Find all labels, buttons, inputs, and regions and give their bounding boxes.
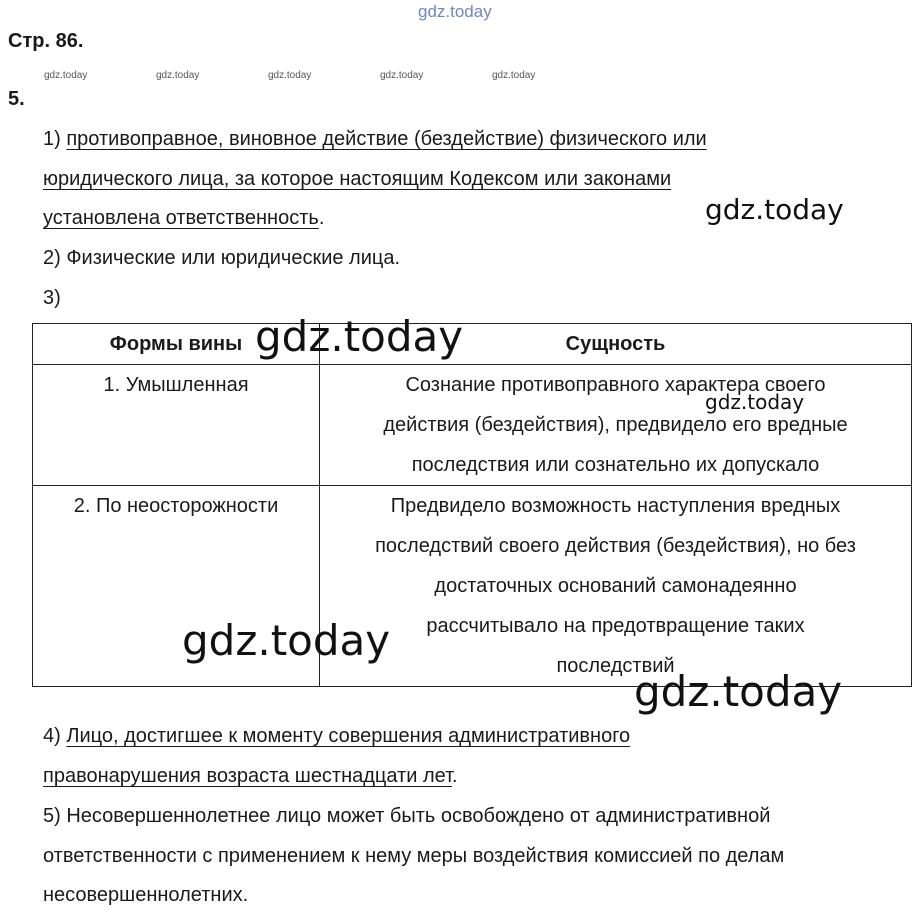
table-cell-form: 1. Умышленная — [33, 365, 320, 486]
watermark-top: gdz.today — [418, 2, 492, 21]
watermark-large: gdz.today — [255, 312, 464, 361]
watermark-small: gdz.today — [492, 70, 536, 81]
item1-line3: установлена ответственность. — [43, 207, 325, 229]
essence-line: действия (бездействия), предвидело его вредные — [383, 414, 848, 436]
table-cell-essence — [320, 365, 912, 486]
item5-line3: несовершеннолетних. — [43, 884, 249, 906]
table-row — [33, 486, 912, 687]
table-header-row — [33, 324, 912, 365]
essence-line: Предвидело возможность наступления вредных — [390, 495, 841, 517]
essence-line: Сознание противоправного характера своего — [405, 374, 826, 396]
watermark-small: gdz.today — [44, 70, 88, 81]
watermark-small: gdz.today — [268, 70, 312, 81]
item5-line1: 5) Несовершеннолетнее лицо может быть освобождено от административной — [43, 805, 771, 827]
forms-of-guilt-table — [32, 323, 912, 687]
essence-line: последствий своего действия (бездействия), но без — [375, 535, 856, 557]
item5-line2: ответственности с применением к нему меры воздействия комиссией по делам — [43, 845, 785, 867]
essence-line: последствий — [556, 655, 675, 677]
table-header: Формы вины — [33, 324, 320, 365]
table-header: Сущность — [320, 324, 912, 365]
table-cell-essence — [320, 486, 912, 687]
item3-label: 3) — [43, 287, 61, 309]
item1-line1: 1) противоправное, виновное действие (бездействие) физического или — [43, 128, 707, 150]
watermark-small: gdz.today — [156, 70, 200, 81]
essence-line: рассчитывало на предотвращение таких — [426, 615, 805, 637]
page-title: Стр. 86. — [8, 30, 84, 52]
essence-line: достаточных оснований самонадеянно — [434, 575, 797, 597]
watermark-large: gdz.today — [705, 390, 805, 414]
item1-line2: юридического лица, за которое настоящим Кодексом или законами — [43, 168, 672, 190]
table-cell-form: 2. По неосторожности — [33, 486, 320, 687]
item2: 2) Физические или юридические лица. — [43, 247, 401, 269]
item4-line1: 4) Лицо, достигшее к моменту совершения административного — [43, 725, 631, 747]
watermark-large: gdz.today — [634, 667, 843, 716]
table-row — [33, 365, 912, 486]
essence-line: последствия или сознательно их допускало — [411, 454, 820, 476]
item4-line2: правонарушения возраста шестнадцати лет. — [43, 765, 458, 787]
watermark-small: gdz.today — [380, 70, 424, 81]
watermark-large: gdz.today — [705, 193, 844, 226]
watermark-large: gdz.today — [182, 616, 391, 665]
task-number: 5. — [8, 88, 25, 110]
